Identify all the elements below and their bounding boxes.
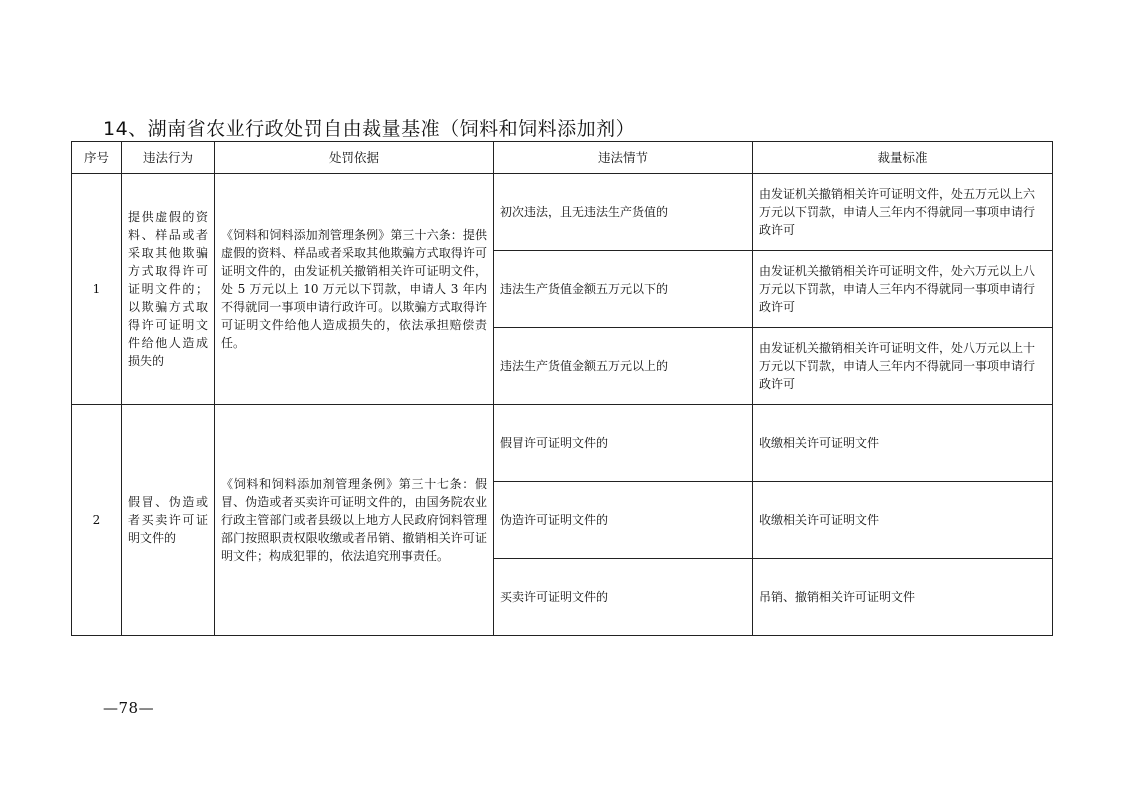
row-standard: 收缴相关许可证明文件 [753,482,1053,559]
row-detail: 违法生产货值金额五万元以下的 [494,251,753,328]
row-detail: 初次违法，且无违法生产货值的 [494,174,753,251]
header-act: 违法行为 [122,142,215,174]
header-seq: 序号 [72,142,122,174]
row-standard: 由发证机关撤销相关许可证明文件，处五万元以上六万元以下罚款，申请人三年内不得就同一事项申请行政许可 [753,174,1053,251]
header-standard: 裁量标准 [753,142,1053,174]
header-basis: 处罚依据 [215,142,494,174]
row-detail: 伪造许可证明文件的 [494,482,753,559]
group-basis: 《饲料和饲料添加剂管理条例》第三十六条：提供虚假的资料、样品或者采取其他欺骗方式取得许可证明文件的，由发证机关撤销相关许可证明文件，处 5 万元以上 10 万元以下罚款，申请人 3 年内不得就同一事项申请行政许可。以欺骗方式取得许可证明文件给他人造成损失的，依法承担赔偿责任。 [215,174,494,405]
table-row [72,405,1053,482]
row-standard: 收缴相关许可证明文件 [753,405,1053,482]
row-detail: 假冒许可证明文件的 [494,405,753,482]
row-detail: 买卖许可证明文件的 [494,559,753,636]
header-detail: 违法情节 [494,142,753,174]
group-act: 提供虚假的资料、样品或者采取其他欺骗方式取得许可证明文件的；以欺骗方式取得许可证明文件给他人造成损失的 [122,174,215,405]
table-row [72,174,1053,251]
penalty-standards-table [71,141,1053,636]
group-seq: 2 [72,405,122,636]
group-seq: 1 [72,174,122,405]
page-number: —78— [103,699,155,717]
table-header-row [72,142,1053,174]
row-standard: 由发证机关撤销相关许可证明文件，处八万元以上十万元以下罚款，申请人三年内不得就同一事项申请行政许可 [753,328,1053,405]
row-standard: 由发证机关撤销相关许可证明文件，处六万元以上八万元以下罚款，申请人三年内不得就同一事项申请行政许可 [753,251,1053,328]
row-detail: 违法生产货值金额五万元以上的 [494,328,753,405]
group-basis: 《饲料和饲料添加剂管理条例》第三十七条：假冒、伪造或者买卖许可证明文件的，由国务院农业行政主管部门或者县级以上地方人民政府饲料管理部门按照职责权限收缴或者吊销、撤销相关许可证明文件；构成犯罪的，依法追究刑事责任。 [215,405,494,636]
document-title: 14、湖南省农业行政处罚自由裁量基准（饲料和饲料添加剂） [103,118,636,140]
group-act: 假冒、伪造或者买卖许可证明文件的 [122,405,215,636]
row-standard: 吊销、撤销相关许可证明文件 [753,559,1053,636]
